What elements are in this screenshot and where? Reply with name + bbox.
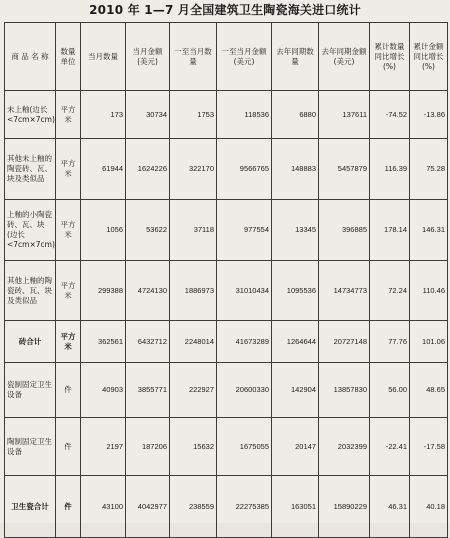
row-ly-qty: 6880 xyxy=(272,91,319,139)
row-month-qty: 43100 xyxy=(81,476,126,538)
row-unit: 平方米 xyxy=(56,321,81,363)
row-month-qty: 362561 xyxy=(81,321,126,363)
row-amt-growth: -13.86 xyxy=(410,91,448,139)
header-month-qty: 当月数量 xyxy=(81,23,126,91)
row-ly-amt: 137611 xyxy=(319,91,370,139)
row-amt-growth: 75.28 xyxy=(410,139,448,200)
row-name: 瓷制固定卫生设备 xyxy=(5,363,56,418)
table-row xyxy=(5,91,448,139)
row-ytd-amt: 9566765 xyxy=(217,139,272,200)
row-month-qty: 61944 xyxy=(81,139,126,200)
table-row xyxy=(5,418,448,476)
row-ly-qty: 142904 xyxy=(272,363,319,418)
row-ytd-amt: 20600330 xyxy=(217,363,272,418)
row-ytd-qty: 238559 xyxy=(170,476,217,538)
row-unit: 平方米 xyxy=(56,91,81,139)
row-qty-growth: 178.14 xyxy=(370,200,410,261)
row-ly-qty: 13345 xyxy=(272,200,319,261)
row-amt-growth: 101.06 xyxy=(410,321,448,363)
row-name: 陶制固定卫生设备 xyxy=(5,418,56,476)
row-qty-growth: 72.24 xyxy=(370,261,410,321)
row-amt-growth: 40.18 xyxy=(410,476,448,538)
row-ly-amt: 15890229 xyxy=(319,476,370,538)
header-ly-amt: 去年同期金额(美元) xyxy=(319,23,370,91)
row-ly-qty: 1095536 xyxy=(272,261,319,321)
row-qty-growth: -74.52 xyxy=(370,91,410,139)
row-ly-amt: 396885 xyxy=(319,200,370,261)
row-amt-growth: 146.31 xyxy=(410,200,448,261)
row-amt-growth: -17.58 xyxy=(410,418,448,476)
row-month-qty: 173 xyxy=(81,91,126,139)
row-name: 砖合计 xyxy=(5,321,56,363)
row-month-qty: 40903 xyxy=(81,363,126,418)
row-ytd-qty: 15632 xyxy=(170,418,217,476)
row-ytd-qty: 322170 xyxy=(170,139,217,200)
row-qty-growth: 56.00 xyxy=(370,363,410,418)
header-qty-growth: 累计数量同比增长(%) xyxy=(370,23,410,91)
table-row xyxy=(5,363,448,418)
row-unit: 件 xyxy=(56,363,81,418)
header-ytd-amt: 一至当月金额(美元) xyxy=(217,23,272,91)
row-ytd-qty: 1886973 xyxy=(170,261,217,321)
table-row xyxy=(5,261,448,321)
row-month-amt: 3855771 xyxy=(126,363,170,418)
row-qty-growth: -22.41 xyxy=(370,418,410,476)
row-ly-amt: 14734773 xyxy=(319,261,370,321)
row-ly-amt: 2032399 xyxy=(319,418,370,476)
row-ytd-amt: 22275385 xyxy=(217,476,272,538)
header-unit: 数量单位 xyxy=(56,23,81,91)
row-ytd-qty: 2248014 xyxy=(170,321,217,363)
row-ytd-amt: 118536 xyxy=(217,91,272,139)
row-unit: 件 xyxy=(56,476,81,538)
row-month-amt: 30734 xyxy=(126,91,170,139)
header-ly-qty: 去年同期数量 xyxy=(272,23,319,91)
row-ly-qty: 1264644 xyxy=(272,321,319,363)
row-qty-growth: 46.31 xyxy=(370,476,410,538)
row-month-amt: 6432712 xyxy=(126,321,170,363)
row-ly-amt: 13857830 xyxy=(319,363,370,418)
row-qty-growth: 116.39 xyxy=(370,139,410,200)
row-unit: 平方米 xyxy=(56,261,81,321)
header-name: 商 品 名 称 xyxy=(5,23,56,91)
row-unit: 平方米 xyxy=(56,139,81,200)
row-name: 未上釉(边长<7cm×7cm) xyxy=(5,91,56,139)
row-month-amt: 1624226 xyxy=(126,139,170,200)
row-month-qty: 1056 xyxy=(81,200,126,261)
row-name: 其他未上釉的陶瓷砖、瓦、块及类似品 xyxy=(5,139,56,200)
row-ly-qty: 20147 xyxy=(272,418,319,476)
table-row xyxy=(5,200,448,261)
header-ytd-qty: 一至当月数量 xyxy=(170,23,217,91)
row-name: 上釉的小陶瓷砖、瓦、块(边长<7cm×7cm) xyxy=(5,200,56,261)
row-month-amt: 53622 xyxy=(126,200,170,261)
row-ytd-qty: 222927 xyxy=(170,363,217,418)
row-month-qty: 299388 xyxy=(81,261,126,321)
header-month-amt: 当月金额(美元) xyxy=(126,23,170,91)
row-amt-growth: 110.46 xyxy=(410,261,448,321)
row-ly-amt: 20727148 xyxy=(319,321,370,363)
row-month-qty: 2197 xyxy=(81,418,126,476)
subtotal-row xyxy=(5,476,448,538)
import-statistics-table xyxy=(4,22,448,538)
subtotal-row xyxy=(5,321,448,363)
row-month-amt: 187206 xyxy=(126,418,170,476)
row-ytd-amt: 31010434 xyxy=(217,261,272,321)
row-name: 卫生瓷合计 xyxy=(5,476,56,538)
row-name: 其他上釉的陶瓷砖、瓦、块及类似品 xyxy=(5,261,56,321)
row-qty-growth: 77.76 xyxy=(370,321,410,363)
row-ytd-amt: 977554 xyxy=(217,200,272,261)
table-row xyxy=(5,139,448,200)
row-unit: 件 xyxy=(56,418,81,476)
row-month-amt: 4724130 xyxy=(126,261,170,321)
row-ly-amt: 5457879 xyxy=(319,139,370,200)
row-ytd-amt: 1675055 xyxy=(217,418,272,476)
row-ly-qty: 163051 xyxy=(272,476,319,538)
row-unit: 平方米 xyxy=(56,200,81,261)
header-amt-growth: 累计金额同比增长(%) xyxy=(410,23,448,91)
row-amt-growth: 48.65 xyxy=(410,363,448,418)
row-ytd-qty: 1753 xyxy=(170,91,217,139)
table-title: 2010 年 1—7 月全国建筑卫生陶瓷海关进口统计 xyxy=(89,3,361,17)
row-ytd-amt: 41673289 xyxy=(217,321,272,363)
row-ly-qty: 148883 xyxy=(272,139,319,200)
row-month-amt: 4042977 xyxy=(126,476,170,538)
header-row xyxy=(5,23,448,91)
row-ytd-qty: 37118 xyxy=(170,200,217,261)
